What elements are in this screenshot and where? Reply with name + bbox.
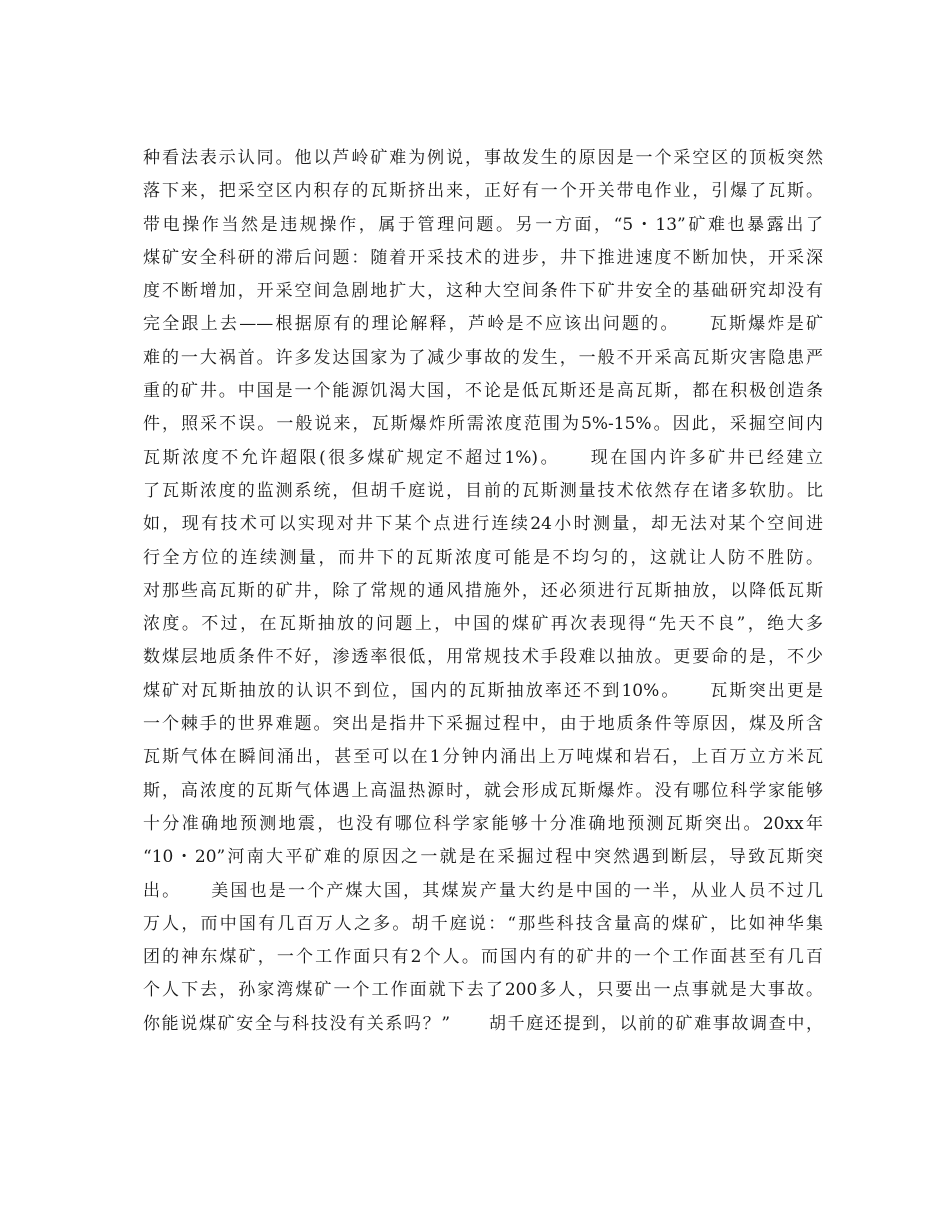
text-line: 带电操作当然是违规操作，属于管理问题。另一方面，“5・13”矿难也暴露出了 (143, 214, 823, 235)
text-line: 斯，高浓度的瓦斯气体遇上高温热源时，就会形成瓦斯爆炸。没有哪位科学家能够 (143, 780, 823, 801)
text-line: 个人下去，孙家湾煤矿一个工作面就下去了200多人，只要出一点事就是大事故。 (143, 980, 823, 1001)
text-line: 一个棘手的世界难题。突出是指井下采掘过程中，由于地质条件等原因，煤及所含 (143, 714, 823, 735)
text-line: 对那些高瓦斯的矿井，除了常规的通风措施外，还必须进行瓦斯抽放，以降低瓦斯 (143, 580, 823, 601)
text-line: 煤矿对瓦斯抽放的认识不到位，国内的瓦斯抽放率还不到10%。 瓦斯突出更是 (143, 680, 823, 701)
text-line: 了瓦斯浓度的监测系统，但胡千庭说，目前的瓦斯测量技术依然存在诸多软肋。比 (143, 480, 823, 501)
text-line: 万人，而中国有几百万人之多。胡千庭说：“那些科技含量高的煤矿，比如神华集 (143, 913, 823, 934)
text-line: “10・20”河南大平矿难的原因之一就是在采掘过程中突然遇到断层，导致瓦斯突 (143, 847, 823, 868)
text-line: 件，照采不误。一般说来，瓦斯爆炸所需浓度范围为5%-15%。因此，采掘空间内 (143, 414, 823, 435)
text-line: 浓度。不过，在瓦斯抽放的问题上，中国的煤矿再次表现得“先天不良”，绝大多 (143, 614, 823, 635)
text-line: 瓦斯气体在瞬间涌出，甚至可以在1分钟内涌出上万吨煤和岩石，上百万立方米瓦 (143, 747, 823, 768)
text-line: 瓦斯浓度不允许超限(很多煤矿规定不超过1%)。 现在国内许多矿井已经建立 (143, 447, 823, 468)
text-line: 行全方位的连续测量，而井下的瓦斯浓度可能是不均匀的，这就让人防不胜防。 (143, 547, 823, 568)
text-line: 落下来，把采空区内积存的瓦斯挤出来，正好有一个开关带电作业，引爆了瓦斯。 (143, 181, 823, 202)
text-line: 难的一大祸首。许多发达国家为了减少事故的发生，一般不开采高瓦斯灾害隐患严 (143, 347, 823, 368)
text-line: 数煤层地质条件不好，渗透率很低，用常规技术手段难以抽放。更要命的是，不少 (143, 647, 823, 668)
text-line: 如，现有技术可以实现对井下某个点进行连续24小时测量，却无法对某个空间进 (143, 514, 823, 535)
body-text (143, 142, 823, 1041)
text-line: 煤矿安全科研的滞后问题：随着开采技术的进步，井下推进速度不断加快，开采深 (143, 247, 823, 268)
text-line: 出。 美国也是一个产煤大国，其煤炭产量大约是中国的一半，从业人员不过几 (143, 880, 823, 901)
text-line: 完全跟上去——根据原有的理论解释，芦岭是不应该出问题的。 瓦斯爆炸是矿 (143, 314, 823, 335)
text-line: 团的神东煤矿，一个工作面只有2个人。而国内有的矿井的一个工作面甚至有几百 (143, 947, 823, 968)
text-line: 种看法表示认同。他以芦岭矿难为例说，事故发生的原因是一个采空区的顶板突然 (143, 148, 823, 168)
text-line: 你能说煤矿安全与科技没有关系吗？” 胡千庭还提到，以前的矿难事故调查中， (143, 1013, 823, 1034)
text-line: 度不断增加，开采空间急剧地扩大，这种大空间条件下矿井安全的基础研究却没有 (143, 281, 823, 302)
text-line: 十分准确地预测地震，也没有哪位科学家能够十分准确地预测瓦斯突出。20xx年 (143, 813, 823, 834)
text-line: 重的矿井。中国是一个能源饥渴大国，不论是低瓦斯还是高瓦斯，都在积极创造条 (143, 381, 823, 402)
